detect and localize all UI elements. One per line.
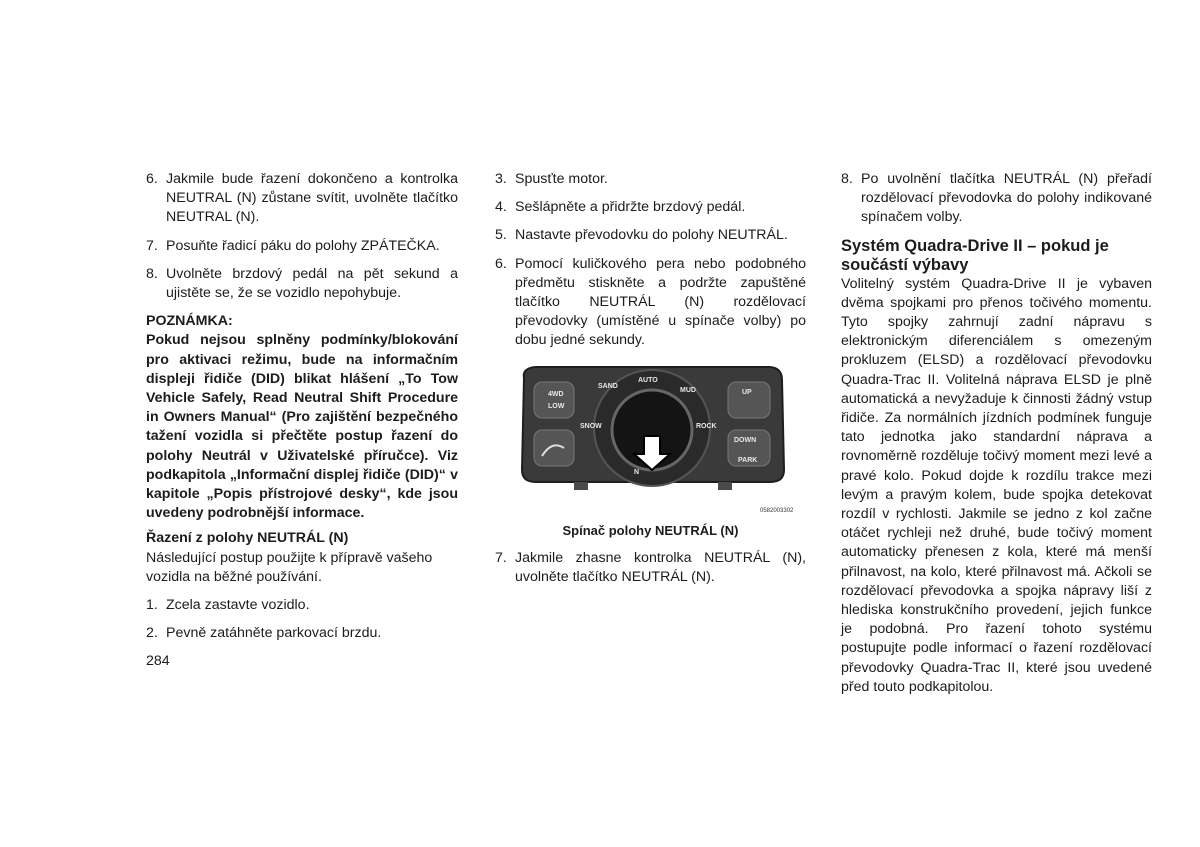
page-number: 284 [146, 653, 170, 669]
list-item: 7. Jakmile zhasne kontrolka NEUTRÁL (N), uvolněte tlačítko NEUTRÁL (N). [495, 550, 806, 586]
terrain-switch-figure [512, 360, 808, 518]
label-4wd: 4WD [548, 391, 564, 398]
column-middle [495, 170, 806, 360]
mode-label-sand: SAND [598, 383, 618, 390]
section-intro: Následující postup použijte k přípravě vašeho vozidla na běžné používání. [146, 549, 433, 585]
mode-label-auto: AUTO [638, 377, 658, 384]
list-item: 3. Spusťte motor. [495, 171, 608, 187]
mode-label-snow: SNOW [580, 423, 602, 430]
mode-label-n: N [634, 469, 640, 476]
label-park: PARK [738, 457, 758, 464]
label-low: LOW [548, 403, 565, 410]
list-item: 6. Pomocí kuličkového pera nebo podobného předmětu stiskněte a podržte zapuštěné tlačítko NEUTRÁL (N) rozdělovací převodovky (umístěné u spínače volby) po dobu jedné sekundy. [495, 255, 806, 349]
list-item: 7. Posuňte řadicí páku do polohy ZPÁTEČKA. [146, 237, 440, 254]
list-item: 8. Uvolněte brzdový pedál na pět sekund a ujistěte se, že se vozidlo nepohybuje. [146, 265, 458, 302]
mode-label-mud: MUD [680, 387, 696, 394]
label-up: UP [742, 389, 752, 396]
list-item: 1. Zcela zastavte vozidlo. [146, 597, 310, 614]
column-middle-after-figure [495, 549, 806, 596]
note-body: Pokud nejsou splněny podmínky/blokování pro aktivaci režimu, bude na informačním displeji řidiče (DID) blikat hlášení „To Tow Vehicle Safely, Read Neutral Shift Procedure in Owners Manual“ (Pro zajištění bezpečného tažení vozidla si přečtěte postup řazení do polohy Neutrál v Uživatelské příručce). Viz podkapitola „Informační displej řidiče (DID)“ v kapitole „Popis přístrojové desky“, kde jsou uvedeny podrobnější informace. [146, 332, 458, 522]
list-item: 8. Po uvolnění tlačítka NEUTRÁL (N) přeřadí rozdělovací převodovka do polohy indikované spínačem volby. [841, 171, 1152, 226]
mode-label-rock: ROCK [696, 423, 717, 430]
figure-caption: Spínač polohy NEUTRÁL (N) [562, 523, 739, 538]
list-item: 6. Jakmile bude řazení dokončeno a kontrolka NEUTRAL (N) zůstane svítit, uvolněte tlačítko NEUTRAL (N). [146, 171, 458, 226]
note-title: POZNÁMKA: [146, 313, 233, 330]
section-heading: Systém Quadra-Drive II – pokud je součástí výbavy [841, 236, 1109, 274]
section-title: Řazení z polohy NEUTRÁL (N) [146, 530, 349, 547]
4wd-low-button [534, 382, 574, 418]
list-item: 4. Sešlápněte a přidržte brzdový pedál. [495, 199, 746, 216]
column-left [146, 170, 458, 652]
hill-descent-button [534, 430, 574, 466]
list-item: 2. Pevně zatáhněte parkovací brzdu. [146, 625, 382, 642]
up-button [728, 382, 770, 418]
section-body: Volitelný systém Quadra-Drive II je vybaven dvěma spojkami pro přenos točivého momentu. Tyto spojky zahrnují zadní nápravu s elektronickým diferenciálem s omezeným prokluzem (ELSD) a rozdělovací převodovku Quadra-Trac II. Volitelná náprava ELSD je plně automatická a nevyžaduje k činnosti žádný vstup řidiče. Za normálních jízdních podmínek funguje tato jednotka jako standardní náprava a rovnoměrně rozděluje točivý moment mezi levé a pravé kolo. Pokud dojde k rozdílu trakce mezi levým a pravým kolem, bude spojka detekovat rozdíl v rychlosti. Jakmile se jedno z kol začne otáčet rychleji než druhé, bude točivý moment automaticky přenesen z kola, které má menší přilnavost, na kolo, které přilnavost má. Ačkoli se rozdělovací převodovka a spojka nápravy liší z hlediska konstrukčního provedení, jejich funkce je podobná. Pro řazení tohoto systému postupujte podle informací o řazení rozdělovací převodovky Quadra-Trac II, které jsou uvedené před touto podkapitolou. [841, 275, 1152, 695]
figure-code: 0582003302 [760, 508, 794, 514]
list-item: 5. Nastavte převodovku do polohy NEUTRÁL. [495, 227, 788, 244]
label-down: DOWN [734, 437, 757, 444]
column-right [841, 170, 1152, 706]
